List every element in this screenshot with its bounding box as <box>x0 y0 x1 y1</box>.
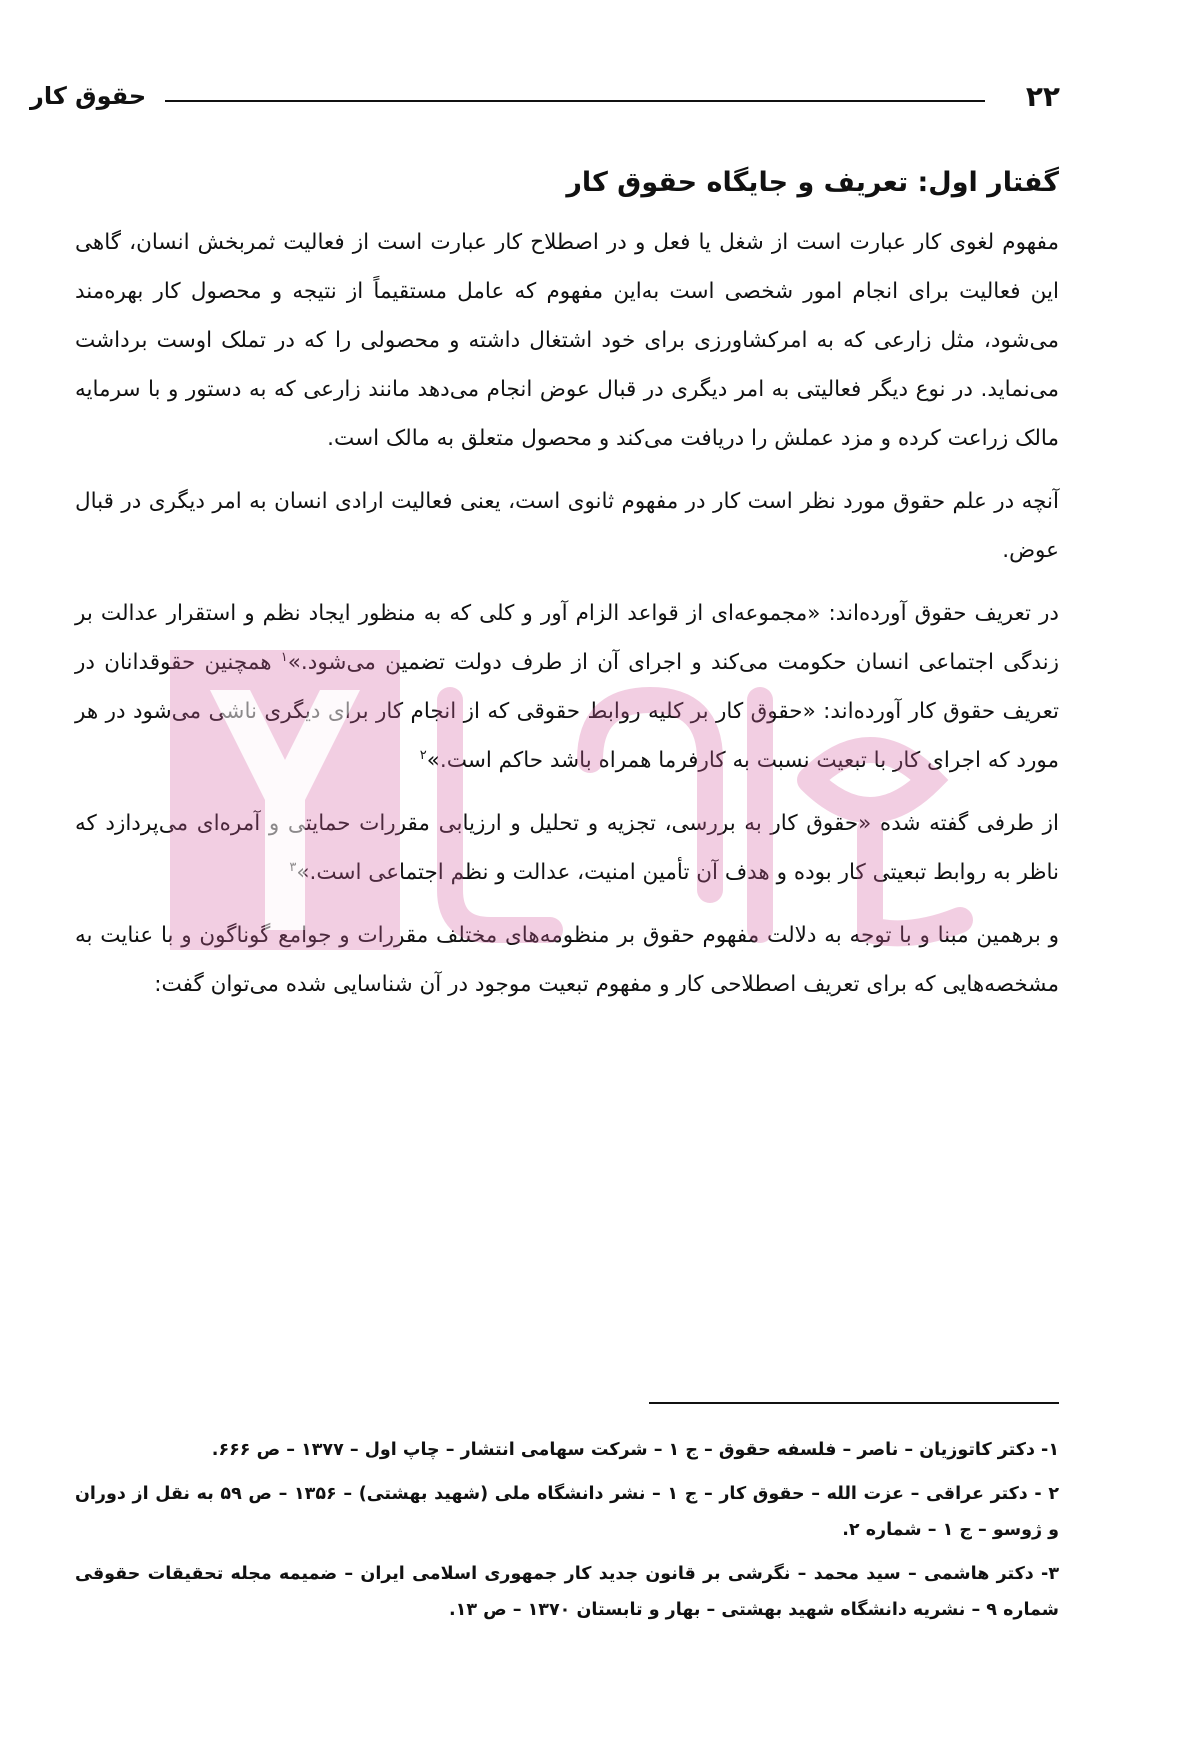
footnote-2: ۲ - دکتر عراقی – عزت الله – حقوق کار – ج ۱ – نشر دانشگاه ملی (شهید بهشتی) – ۱۳۵۶ – ص ۵۹ به نقل از دوران و ژوسو – ج ۱ – شماره ۲. <box>75 1484 1059 1540</box>
footnote-rule <box>649 1402 1059 1404</box>
page-number: ۲۲ <box>1025 80 1060 113</box>
paragraph-2: آنچه در علم حقوق مورد نظر است کار در مفهوم ثانوی است، یعنی فعالیت ارادی انسان به امر دیگری در قبال عوض. <box>75 489 1059 563</box>
footnotes <box>75 1432 1059 1636</box>
header-rule <box>165 100 985 102</box>
running-title: حقوق کار <box>30 82 147 110</box>
section-heading: گفتار اول: تعریف و جایگاه حقوق کار <box>566 167 1059 198</box>
footnote-ref-3: ۳ <box>289 859 297 875</box>
footnote-ref-2: ۲ <box>419 747 427 763</box>
footnote-1: ۱- دکتر کاتوزیان – ناصر – فلسفه حقوق – ج ۱ – شرکت سهامی انتشار – چاپ اول – ۱۳۷۷ – ص ۶۶۶. <box>211 1440 1059 1460</box>
paragraph-4-text: از طرفی گفته شده «حقوق کار به بررسی، تجزیه و تحلیل و ارزیابی مقررات حمایتی و آمره‌ای می‌پردازد که ناظر به روابط تبعیتی کار بوده و هدف آن تأمین امنیت، عدالت و نظم اجتماعی است.» <box>75 811 1059 885</box>
paragraph-5: و برهمین مبنا و با توجه به دلالت مفهوم حقوق بر منظومه‌های مختلف مقررات و جوامع گوناگون و با عنایت به مشخصه‌هایی که برای تعریف اصطلاحی کار و مفهوم تبعیت موجود در آن شناسایی شده می‌توان گفت: <box>75 923 1059 997</box>
paragraph-3-part-a: در تعریف حقوق آورده‌اند: «مجموعه‌ای از قواعد الزام آور و کلی که به منظور ایجاد نظم و استقرار عدالت بر زندگی اجتماعی انسان حکومت می‌کند و اجرای آن از طرف دولت تضمین می‌شود.» <box>75 601 1059 675</box>
footnote-ref-1: ۱ <box>280 649 288 665</box>
paragraph-3-part-b: همچنین حقوقدانان در تعریف حقوق کار آورده‌اند: «حقوق کار بر کلیه روابط حقوقی که از انجام کار برای دیگری ناشی می‌شود در هر مورد که اجرای کار با تبعیت نسبت به کارفرما همراه باشد حاکم است.» <box>75 650 1059 773</box>
paragraph-1: مفهوم لغوی کار عبارت است از شغل یا فعل و در اصطلاح کار عبارت است از فعالیت ثمربخش انسان، گاهی این فعالیت برای انجام امور شخصی است به‌این مفهوم که عامل مستقیماً از نتیجه و محصول کار بهره‌مند می‌شود، مثل زارعی که به امرکشاورزی برای خود اشتغال داشته و محصولی را که در تملک اوست برداشت می‌نماید. در نوع دیگر فعالیتی به امر دیگری در قبال عوض انجام می‌دهد مانند زارعی که به دستور و با سرمایه مالک زراعت کرده و مزد عملش را دریافت می‌کند و محصول متعلق به مالک است. <box>75 230 1059 451</box>
page-header <box>30 78 1060 118</box>
paragraph-3 <box>75 589 1059 785</box>
footnote-3: ۳- دکتر هاشمی – سید محمد – نگرشی بر قانون جدید کار جمهوری اسلامی ایران – ضمیمه مجله تحقیقات حقوقی شماره ۹ – نشریه دانشگاه شهید بهشتی – بهار و تابستان ۱۳۷۰ – ص ۱۳. <box>75 1564 1059 1620</box>
paragraph-4 <box>75 799 1059 897</box>
main-content <box>75 160 1059 1023</box>
